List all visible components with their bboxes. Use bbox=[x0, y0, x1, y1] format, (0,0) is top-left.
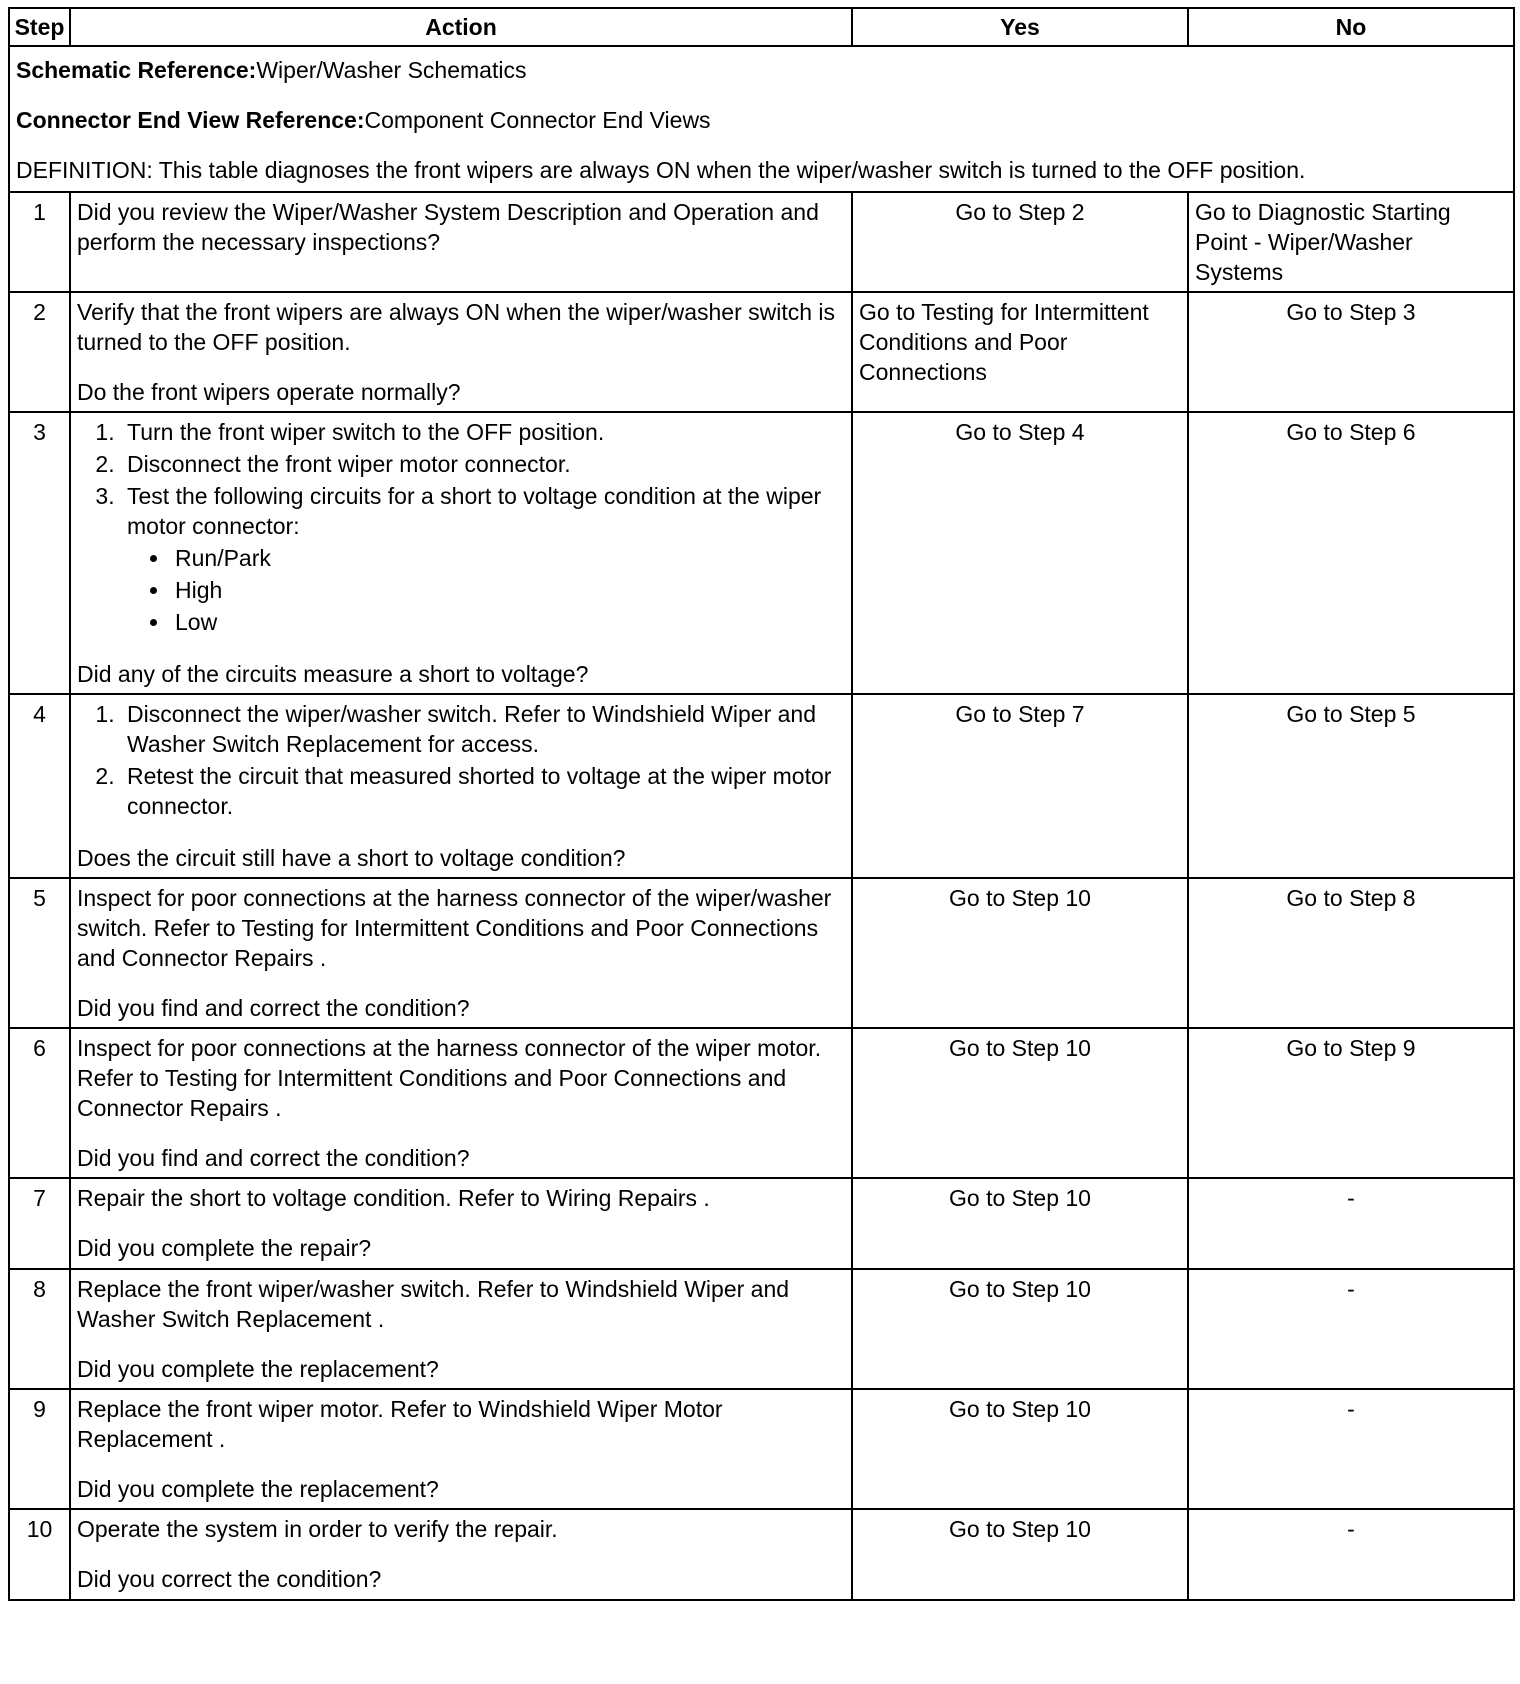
action-text: Did you review the Wiper/Washer System Description and Operation and perform the necessary inspections? bbox=[77, 199, 819, 255]
yes-cell[interactable]: Go to Testing for Intermittent Conditions and Poor Connections bbox=[852, 292, 1188, 412]
table-row bbox=[9, 1509, 1514, 1600]
action-question: Did you complete the replacement? bbox=[77, 1356, 439, 1382]
table-row bbox=[9, 878, 1514, 1028]
connector-reference-label: Connector End View Reference: bbox=[16, 107, 365, 133]
action-cell bbox=[70, 292, 852, 412]
action-text: Repair the short to voltage condition. Refer to Wiring Repairs . bbox=[77, 1185, 710, 1211]
no-cell: - bbox=[1188, 1509, 1514, 1600]
no-cell: - bbox=[1188, 1389, 1514, 1509]
schematic-reference-link[interactable]: Wiper/Washer Schematics bbox=[256, 57, 527, 83]
no-cell: - bbox=[1188, 1269, 1514, 1389]
action-cell bbox=[70, 1028, 852, 1178]
action-text: Verify that the front wipers are always ON when the wiper/washer switch is turned to the OFF position. bbox=[77, 299, 836, 355]
schematic-reference-label: Schematic Reference: bbox=[16, 57, 257, 83]
header-row bbox=[9, 8, 1514, 46]
connector-reference bbox=[16, 105, 1507, 135]
circuit-list bbox=[127, 543, 845, 637]
action-text: Inspect for poor connections at the harness connector of the wiper motor. Refer to Testing for Intermittent Conditions and Poor Connections and Connector Repairs . bbox=[77, 1035, 822, 1121]
step-number: 3 bbox=[9, 412, 70, 694]
action-question: Did you complete the repair? bbox=[77, 1235, 372, 1261]
header-step: Step bbox=[9, 8, 70, 46]
action-question: Did you correct the condition? bbox=[77, 1566, 382, 1592]
table-row bbox=[9, 1028, 1514, 1178]
step-number: 9 bbox=[9, 1389, 70, 1509]
action-steps bbox=[77, 699, 845, 821]
action-cell bbox=[70, 412, 852, 694]
yes-cell[interactable]: Go to Step 10 bbox=[852, 878, 1188, 1028]
action-text: Replace the front wiper motor. Refer to Windshield Wiper Motor Replacement . bbox=[77, 1396, 723, 1452]
circuit-item: • Run/Park bbox=[171, 543, 845, 573]
no-cell: - bbox=[1188, 1178, 1514, 1269]
action-step: 1. Disconnect the wiper/washer switch. Refer to Windshield Wiper and Washer Switch Replacement for access. bbox=[121, 699, 845, 759]
step-number: 7 bbox=[9, 1178, 70, 1269]
table-row bbox=[9, 192, 1514, 292]
action-question: Does the circuit still have a short to voltage condition? bbox=[77, 845, 626, 871]
step-number: 1 bbox=[9, 192, 70, 292]
step-number: 6 bbox=[9, 1028, 70, 1178]
action-step-text: Test the following circuits for a short to voltage condition at the wiper motor connector: bbox=[127, 483, 822, 539]
action-steps bbox=[77, 417, 845, 637]
yes-cell[interactable]: Go to Step 2 bbox=[852, 192, 1188, 292]
no-cell[interactable]: Go to Diagnostic Starting Point - Wiper/Washer Systems bbox=[1188, 192, 1514, 292]
action-cell bbox=[70, 192, 852, 292]
action-text: Operate the system in order to verify the repair. bbox=[77, 1516, 558, 1542]
action-question: Did you find and correct the condition? bbox=[77, 1145, 470, 1171]
no-cell[interactable]: Go to Step 5 bbox=[1188, 694, 1514, 878]
yes-cell[interactable]: Go to Step 10 bbox=[852, 1028, 1188, 1178]
action-question: Do the front wipers operate normally? bbox=[77, 379, 461, 405]
action-question: Did any of the circuits measure a short to voltage? bbox=[77, 661, 589, 687]
reference-row bbox=[9, 46, 1514, 192]
header-action: Action bbox=[70, 8, 852, 46]
circuit-item: • High bbox=[171, 575, 845, 605]
action-cell bbox=[70, 1509, 852, 1600]
schematic-reference bbox=[16, 55, 1507, 85]
no-cell[interactable]: Go to Step 6 bbox=[1188, 412, 1514, 694]
yes-cell[interactable]: Go to Step 10 bbox=[852, 1269, 1188, 1389]
action-text: Replace the front wiper/washer switch. Refer to Windshield Wiper and Washer Switch Replacement . bbox=[77, 1276, 790, 1332]
yes-cell[interactable]: Go to Step 4 bbox=[852, 412, 1188, 694]
table-row bbox=[9, 1269, 1514, 1389]
yes-cell[interactable]: Go to Step 7 bbox=[852, 694, 1188, 878]
action-question: Did you find and correct the condition? bbox=[77, 995, 470, 1021]
table-row bbox=[9, 1178, 1514, 1269]
step-number: 8 bbox=[9, 1269, 70, 1389]
action-question: Did you complete the replacement? bbox=[77, 1476, 439, 1502]
action-cell bbox=[70, 694, 852, 878]
reference-cell bbox=[9, 46, 1514, 192]
header-no: No bbox=[1188, 8, 1514, 46]
action-step: 2. Disconnect the front wiper motor connector. bbox=[121, 449, 845, 479]
action-cell bbox=[70, 878, 852, 1028]
connector-reference-link[interactable]: Component Connector End Views bbox=[364, 107, 711, 133]
no-cell[interactable]: Go to Step 9 bbox=[1188, 1028, 1514, 1178]
no-cell[interactable]: Go to Step 8 bbox=[1188, 878, 1514, 1028]
action-cell bbox=[70, 1389, 852, 1509]
step-number: 2 bbox=[9, 292, 70, 412]
action-step: 2. Retest the circuit that measured shorted to voltage at the wiper motor connector. bbox=[121, 761, 845, 821]
circuit-item: • Low bbox=[171, 607, 845, 637]
no-cell[interactable]: Go to Step 3 bbox=[1188, 292, 1514, 412]
step-number: 5 bbox=[9, 878, 70, 1028]
yes-cell[interactable]: Go to Step 10 bbox=[852, 1178, 1188, 1269]
step-number: 10 bbox=[9, 1509, 70, 1600]
table-row bbox=[9, 694, 1514, 878]
action-text: Inspect for poor connections at the harness connector of the wiper/washer switch. Refer to Testing for Intermittent Conditions and Poor Connections and Connector Repairs . bbox=[77, 885, 832, 971]
definition-text: DEFINITION: This table diagnoses the front wipers are always ON when the wiper/washer switch is turned to the OFF position. bbox=[16, 157, 1306, 183]
yes-cell[interactable]: Go to Step 10 bbox=[852, 1509, 1188, 1600]
action-step: 1. Turn the front wiper switch to the OFF position. bbox=[121, 417, 845, 447]
action-cell bbox=[70, 1269, 852, 1389]
action-cell bbox=[70, 1178, 852, 1269]
header-yes: Yes bbox=[852, 8, 1188, 46]
yes-cell[interactable]: Go to Step 10 bbox=[852, 1389, 1188, 1509]
table-row bbox=[9, 412, 1514, 694]
table-row bbox=[9, 292, 1514, 412]
table-row bbox=[9, 1389, 1514, 1509]
action-step bbox=[121, 481, 845, 637]
diagnostic-table bbox=[8, 7, 1515, 1601]
step-number: 4 bbox=[9, 694, 70, 878]
